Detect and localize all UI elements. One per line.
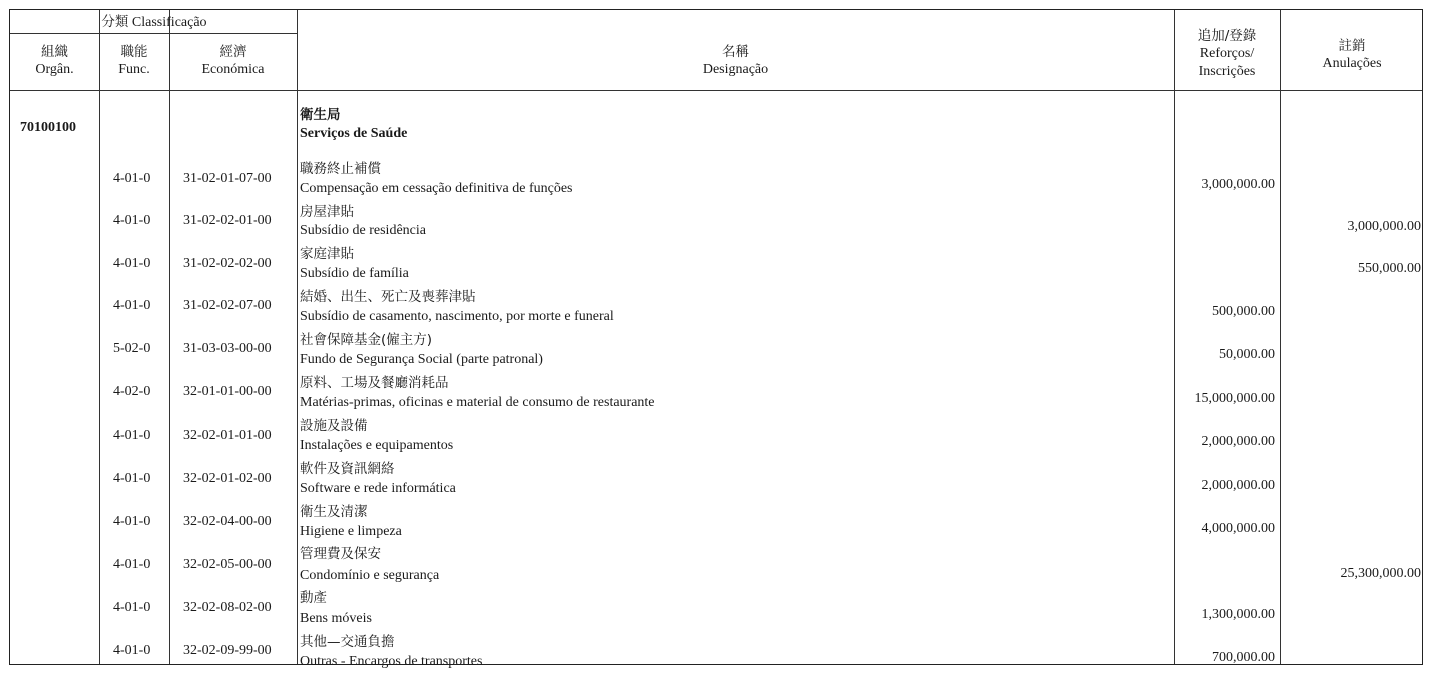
designation-pt: Subsídio de família xyxy=(300,266,409,281)
func-code: 4-01-0 xyxy=(113,298,151,313)
designation-pt: Higiene e limpeza xyxy=(300,524,402,539)
designation-zh: 家庭津貼 xyxy=(300,246,354,262)
reinforce-amount: 2,000,000.00 xyxy=(1201,478,1275,493)
func-code: 4-01-0 xyxy=(113,171,151,186)
header-org: 組織 Orgân. xyxy=(35,44,74,77)
designation-pt: Instalações e equipamentos xyxy=(300,438,454,453)
header-designation: 名稱 Designação xyxy=(702,44,769,77)
designation-zh: 社會保障基金(僱主方) xyxy=(300,332,433,348)
reinforce-amount: 15,000,000.00 xyxy=(1194,391,1275,406)
header-func: 職能 Func. xyxy=(118,44,150,77)
eco-code: 32-02-09-99-00 xyxy=(183,643,272,658)
designation-pt: Software e rede informática xyxy=(300,481,456,496)
header-eco: 經濟 Económica xyxy=(201,44,265,77)
func-code: 4-01-0 xyxy=(113,471,151,486)
func-code: 4-01-0 xyxy=(113,428,151,443)
designation-zh: 衛生及清潔 xyxy=(300,504,368,520)
designation-pt: Compensação em cessação definitiva de funções xyxy=(300,181,573,196)
func-code: 4-01-0 xyxy=(113,600,151,615)
eco-code: 31-02-01-07-00 xyxy=(183,171,272,186)
eco-code: 32-02-04-00-00 xyxy=(183,514,272,529)
designation-zh: 設施及設備 xyxy=(300,418,368,434)
reinforce-amount: 3,000,000.00 xyxy=(1201,177,1275,192)
designation-pt: Subsídio de casamento, nascimento, por morte e funeral xyxy=(300,309,614,324)
designation-zh: 職務終止補償 xyxy=(300,161,381,177)
eco-code: 31-02-02-07-00 xyxy=(183,298,272,313)
organization-code: 70100100 xyxy=(20,120,76,135)
eco-code: 32-02-08-02-00 xyxy=(183,600,272,615)
reinforce-amount: 1,300,000.00 xyxy=(1201,607,1275,622)
func-code: 4-02-0 xyxy=(113,384,151,399)
func-code: 5-02-0 xyxy=(113,341,151,356)
func-code: 4-01-0 xyxy=(113,213,151,228)
designation-zh: 原料、工場及餐廳消耗品 xyxy=(300,375,449,391)
func-code: 4-01-0 xyxy=(113,514,151,529)
header-classification: 分類 Classificação xyxy=(101,14,207,30)
annul-amount: 3,000,000.00 xyxy=(1347,219,1421,234)
reinforce-amount: 500,000.00 xyxy=(1212,304,1275,319)
designation-zh: 動產 xyxy=(300,590,327,606)
designation-pt: Outras - Encargos de transportes xyxy=(300,654,483,669)
designation-zh: 軟件及資訊網絡 xyxy=(300,461,395,477)
designation-pt: Bens móveis xyxy=(300,611,372,626)
designation-zh: 管理費及保安 xyxy=(300,546,381,562)
col-divider-eco xyxy=(297,10,298,664)
eco-code: 31-02-02-02-00 xyxy=(183,256,272,271)
func-code: 4-01-0 xyxy=(113,643,151,658)
header-reinforce: 追加/登錄 Reforços/ Inscrições xyxy=(1197,28,1257,79)
func-code: 4-01-0 xyxy=(113,256,151,271)
func-code: 4-01-0 xyxy=(113,557,151,572)
designation-zh: 房屋津貼 xyxy=(300,204,354,220)
eco-code: 31-02-02-01-00 xyxy=(183,213,272,228)
designation-zh: 結婚、出生、死亡及喪葬津貼 xyxy=(300,289,476,305)
designation-pt: Subsídio de residência xyxy=(300,223,426,238)
eco-code: 32-01-01-00-00 xyxy=(183,384,272,399)
designation-pt: Condomínio e segurança xyxy=(300,568,440,583)
reinforce-amount: 4,000,000.00 xyxy=(1201,521,1275,536)
reinforce-amount: 700,000.00 xyxy=(1212,650,1275,665)
header-annul: 註銷 Anulações xyxy=(1322,38,1382,71)
reinforce-amount: 2,000,000.00 xyxy=(1201,434,1275,449)
eco-code: 32-02-05-00-00 xyxy=(183,557,272,572)
annul-amount: 550,000.00 xyxy=(1358,261,1421,276)
eco-code: 32-02-01-01-00 xyxy=(183,428,272,443)
eco-code: 31-03-03-00-00 xyxy=(183,341,272,356)
header-sub-divider xyxy=(10,33,298,34)
reinforce-amount: 50,000.00 xyxy=(1219,347,1275,362)
organization-name-zh: 衛生局 xyxy=(300,107,341,123)
designation-zh: 其他—交通負擔 xyxy=(300,634,395,650)
budget-table xyxy=(9,9,1423,669)
col-divider-desig xyxy=(1174,10,1175,664)
annul-amount: 25,300,000.00 xyxy=(1340,566,1421,581)
header-bottom-border xyxy=(10,90,1422,91)
organization-name-pt: Serviços de Saúde xyxy=(300,126,408,141)
designation-pt: Matérias-primas, oficinas e material de consumo de restaurante xyxy=(300,395,655,410)
eco-code: 32-02-01-02-00 xyxy=(183,471,272,486)
col-divider-func xyxy=(169,10,170,664)
col-divider-org xyxy=(99,10,100,664)
designation-pt: Fundo de Segurança Social (parte patronal) xyxy=(300,352,543,367)
